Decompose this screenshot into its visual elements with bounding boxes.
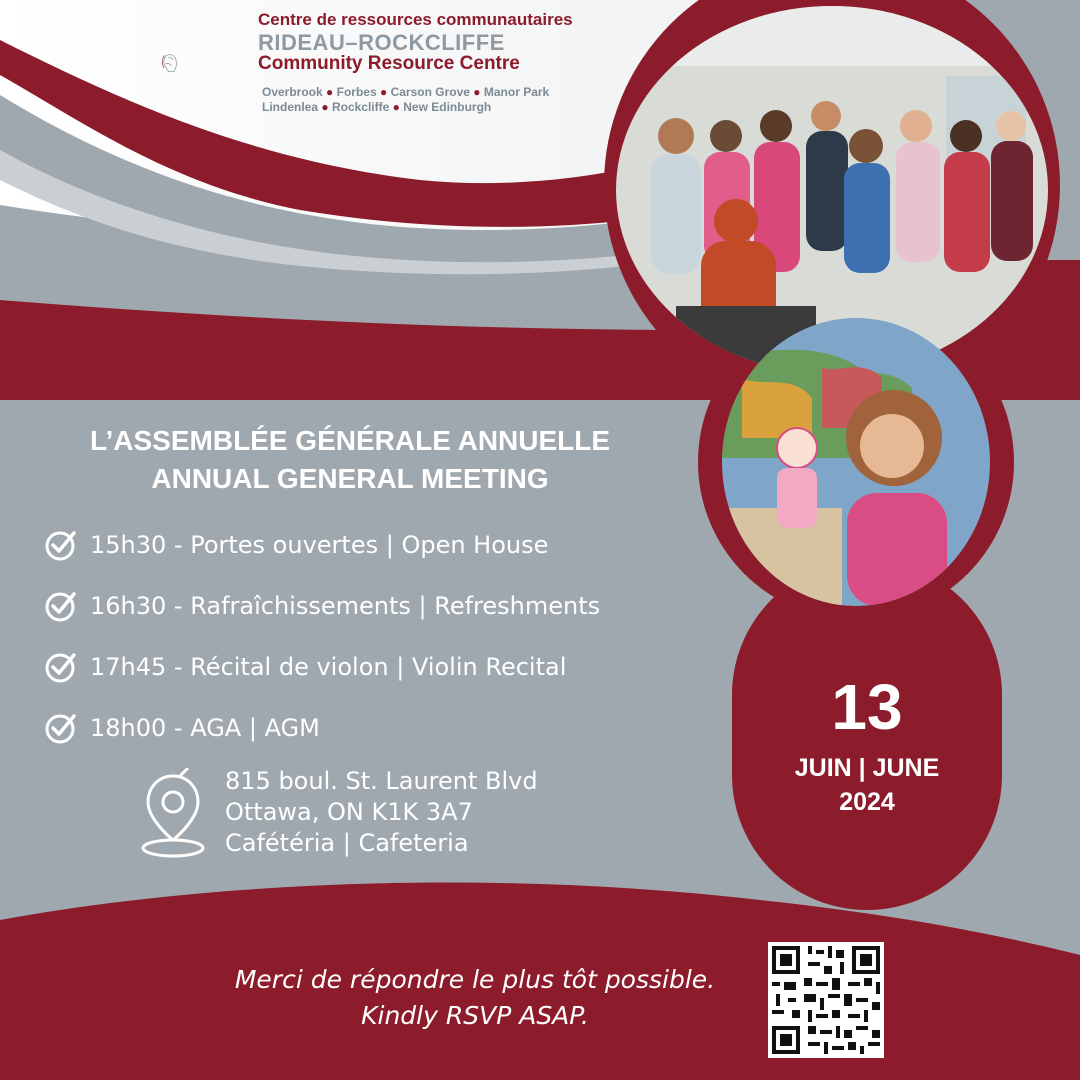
date-month: JUIN | JUNE [794,754,940,782]
event-heading [0,422,700,498]
group-photo [616,6,1048,374]
schedule-item [44,650,600,711]
address-line-1: 815 boul. St. Laurent Blvd [225,767,538,795]
neighbourhood: Lindenlea [262,100,319,114]
location-pin-icon [138,768,208,858]
address-line-2: Ottawa, ON K1K 3A7 [225,798,473,826]
date-day: 13 [831,671,903,743]
check-circle-icon [44,528,78,562]
neighbourhood: Rockcliffe [331,100,390,114]
schedule-item [44,711,600,772]
rsvp-french: Merci de répondre le plus tôt possible. [234,965,716,994]
rsvp-english: Kindly RSVP ASAP. [361,1001,589,1030]
logo-title-french: Centre de ressources communautaires [258,10,573,29]
address-line-3: Cafétéria | Cafeteria [225,829,469,857]
logo-title-english: Community Resource Centre [258,53,520,74]
schedule-item [44,589,600,650]
date-year: 2024 [839,788,895,816]
neighbourhood: Overbrook [262,85,323,99]
qr-code-icon[interactable] [768,942,884,1058]
schedule-item-text: 15h30 - Portes ouvertes | Open House [90,531,549,559]
schedule-item-text: 17h45 - Récital de violon | Violin Recital [90,653,567,681]
rsvp-note [150,962,800,1034]
schedule-item [44,528,600,589]
schedule-list [44,528,600,772]
neighbourhood: Manor Park [483,85,550,99]
event-address [225,766,538,859]
neighbourhood: Carson Grove [390,85,470,99]
check-circle-icon [44,711,78,745]
neighbourhoods-line-2: Lindenlea ● Rockcliffe ● New Edinburgh [262,100,492,114]
child-photo [722,318,990,606]
schedule-item-text: 18h00 - AGA | AGM [90,714,320,742]
check-circle-icon [44,589,78,623]
logo-title-main: RIDEAU–ROCKCLIFFE [258,30,505,55]
neighbourhood: Forbes [336,85,377,99]
neighbourhood: New Edinburgh [403,100,492,114]
heading-french: L’ASSEMBLÉE GÉNÉRALE ANNUELLE [89,425,611,456]
schedule-item-text: 16h30 - Rafraîchissements | Refreshments [90,592,601,620]
joined-hands-logo-icon [160,8,260,118]
heading-english: ANNUAL GENERAL MEETING [151,463,549,494]
check-circle-icon [44,650,78,684]
neighbourhoods-line-1: Overbrook ● Forbes ● Carson Grove ● Manor Park [262,85,550,99]
logo-neighbourhoods [262,85,592,115]
